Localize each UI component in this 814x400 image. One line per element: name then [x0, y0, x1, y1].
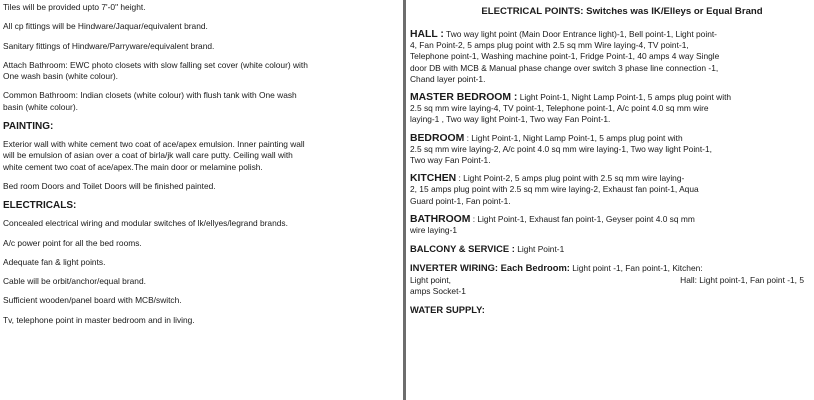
hall-line-4: door DB with MCB & Manual phase change over switch 3 phase line connection -1,	[410, 62, 719, 73]
common-bathroom-note	[3, 90, 394, 113]
bathroom-heading: BATHROOM	[410, 213, 471, 225]
kitchen-line-1: : Light Point-2, 5 amps plug point with 2.5 sq mm wire laying-	[456, 173, 685, 184]
cp-fittings-note: All cp fittings will be Hindware/Jaquar/equivalent brand.	[3, 21, 208, 32]
wiring-note: Concealed electrical wiring and modular switches of lk/ellyes/legrand brands.	[3, 218, 288, 229]
master-bedroom-line-3: laying-1 , Two way light Point-1, Two way Fan Point-1.	[410, 114, 611, 125]
ac-power-note: A/c power point for all the bed rooms.	[3, 237, 142, 248]
inverter-line-1: Light point -1, Fan point-1, Kitchen:	[569, 263, 703, 274]
bathroom-line-2: wire laying-1	[410, 225, 458, 236]
kitchen-heading: KITCHEN	[410, 173, 457, 185]
electricals-heading: ELECTRICALS:	[3, 200, 77, 212]
hall-heading: HALL :	[410, 29, 444, 40]
doors-painting-note: Bed room Doors and Toilet Doors will be finished painted.	[3, 180, 216, 191]
painting-line-3: white cement two coat of ace/apex.The main door or melamine polish.	[3, 161, 263, 172]
tv-telephone-note: Tv, telephone point in master bedroom and in living.	[3, 314, 195, 325]
painting-line-2: will be emulsion of asian over a coat of birla/jk wall care putty. Ceiling wall with	[3, 150, 293, 161]
common-bathroom-line-2: basin (white colour).	[3, 101, 78, 112]
bedroom-line-2: 2.5 sq mm wire laying-2, A/c point 4.0 sq mm wire laying-1, Two way light Point-1,	[410, 143, 712, 154]
kitchen-line-2: 2, 15 amps plug point with 2.5 sq mm wire laying-2, Exhaust fan point-1, Aqua	[410, 184, 699, 195]
bedroom-line-3: Two way Fan Point-1.	[410, 155, 491, 166]
balcony-heading: BALCONY & SERVICE :	[410, 243, 515, 255]
tiles-note: Tiles will be provided upto 7'-0" height.	[3, 2, 146, 12]
cable-note: Cable will be orbit/anchor/equal brand.	[3, 276, 146, 287]
water-supply-section	[410, 304, 804, 316]
bathroom-section	[410, 214, 804, 236]
bedroom-line-1: : Light Point-1, Night Lamp Point-1, 5 amps plug point with	[464, 132, 683, 143]
water-supply-heading: WATER SUPPLY:	[410, 304, 485, 316]
painting-note	[3, 139, 394, 173]
sanitary-note: Sanitary fittings of Hindware/Parryware/equivalent brand.	[3, 40, 215, 51]
painting-heading: PAINTING:	[3, 121, 54, 133]
hall-section	[410, 29, 804, 85]
fan-light-note: Adequate fan & light points.	[3, 256, 106, 267]
inverter-line-2-left: Light point,	[410, 274, 451, 285]
attach-bathroom-line-2: One wash basin (white colour).	[3, 71, 118, 82]
balcony-line-1: Light Point-1	[514, 244, 565, 255]
hall-line-3: Telephone point-1, Washing machine point-1, Fridge Point-1, 40 amps 4 way Single	[410, 51, 720, 62]
inverter-section	[410, 262, 804, 297]
electrical-points-title: ELECTRICAL POINTS: Switches was IK/Elleys or Equal Brand	[481, 6, 763, 17]
hall-line-1: Two way light point (Main Door Entrance light)-1, Bell point-1, Light point-	[443, 29, 717, 39]
kitchen-section	[410, 173, 804, 207]
master-bedroom-line-2: 2.5 sq mm wire laying-4, TV point-1, Telephone point-1, A/c point 4.0 sq mm wire	[410, 103, 709, 114]
master-bedroom-line-1: Light Point-1, Night Lamp Point-1, 5 amps plug point with	[517, 92, 732, 103]
hall-line-2: 4, Fan Point-2, 5 amps plug point with 2.5 sq mm Wire laying-4, TV point-1,	[410, 40, 689, 51]
inverter-line-2-right: Hall: Light point-1, Fan point -1, 5	[680, 274, 804, 285]
panel-board-note: Sufficient wooden/panel board with MCB/switch.	[3, 295, 182, 306]
inverter-line-2	[410, 275, 804, 286]
balcony-section	[410, 243, 804, 255]
right-page	[406, 0, 814, 400]
bathroom-line-1: : Light Point-1, Exhaust fan point-1, Geyser point 4.0 sq mm	[470, 213, 695, 224]
attach-bathroom-line-1: Attach Bathroom: EWC photo closets with slow falling set cover (white colour) with	[3, 59, 308, 70]
common-bathroom-line-1: Common Bathroom: Indian closets (white colour) with flush tank with One wash	[3, 90, 297, 101]
bedroom-heading: BEDROOM	[410, 132, 465, 144]
master-bedroom-section	[410, 92, 804, 126]
attach-bathroom-note	[3, 60, 394, 83]
kitchen-line-3: Guard point-1, Fan point-1.	[410, 195, 511, 206]
inverter-heading: INVERTER WIRING: Each Bedroom:	[410, 262, 570, 274]
master-bedroom-heading: MASTER BEDROOM :	[410, 92, 518, 104]
painting-line-1: Exterior wall with white cement two coat of ace/apex emulsion. Inner painting wall	[3, 139, 305, 150]
hall-line-5: Chand layer point-1.	[410, 73, 486, 84]
inverter-line-3: amps Socket-1	[410, 285, 466, 296]
left-page	[0, 0, 402, 400]
bedroom-section	[410, 133, 804, 167]
